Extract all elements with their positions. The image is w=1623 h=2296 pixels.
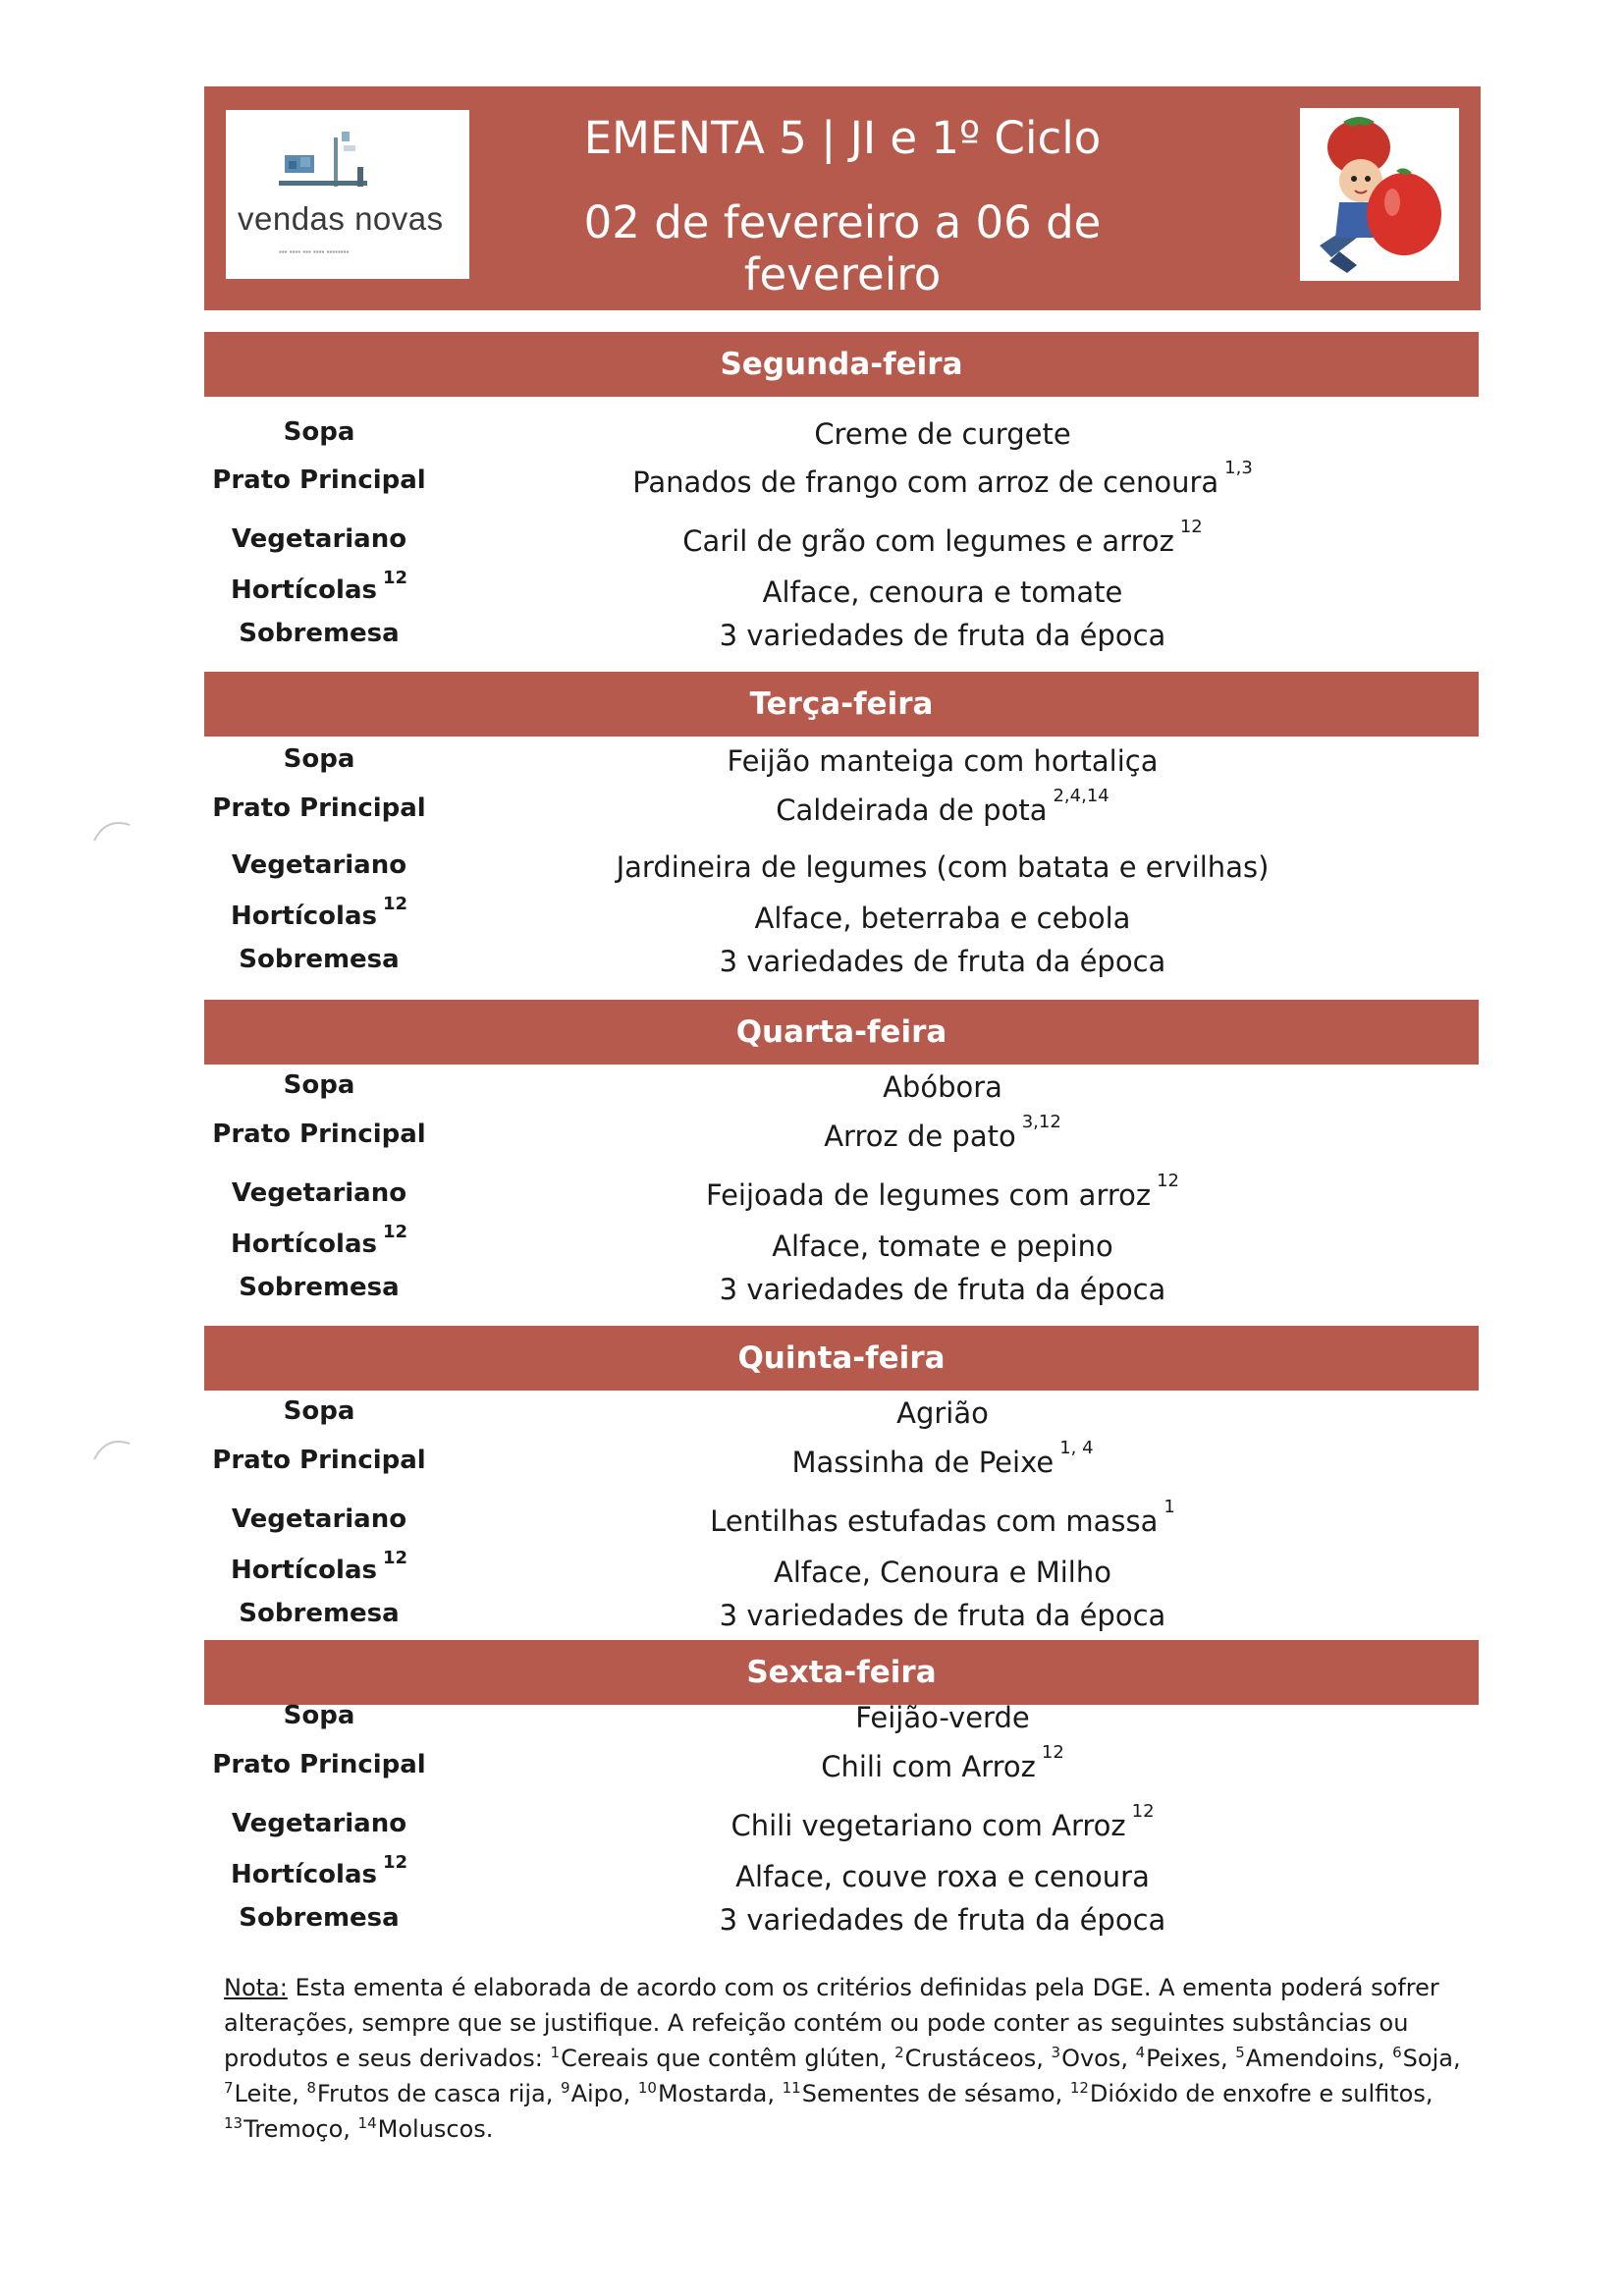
row-label: Hortícolas $^{12}$ xyxy=(230,1222,408,1259)
allergen-number: 6 xyxy=(1392,2044,1402,2061)
tomato-mascot-icon xyxy=(1300,108,1459,281)
row-label: Sobremesa xyxy=(239,1599,400,1628)
allergen-number: 5 xyxy=(1235,2044,1245,2061)
allergen-item xyxy=(358,2115,486,2143)
allergen-item xyxy=(1136,2045,1220,2072)
menu-row-vegetables xyxy=(0,894,1623,941)
menu-row-vegetarian xyxy=(0,1171,1623,1218)
allergen-superscript: 12 xyxy=(382,1852,408,1873)
menu-row-soup xyxy=(0,744,1623,784)
row-value: 3 variedades de fruta da época xyxy=(719,619,1166,652)
day-header-tuesday: Terça-feira xyxy=(204,672,1479,737)
allergen-number: 3 xyxy=(1051,2044,1061,2061)
allergen-superscript: 1, 4 xyxy=(1059,1438,1094,1458)
row-value: Lentilhas estufadas com massa $^1$ xyxy=(710,1497,1175,1538)
menu-dates: 02 de fevereiro a 06 de fevereiro xyxy=(583,196,1102,301)
note-intro: Esta ementa é elaborada de acordo com os critérios definidas pela DGE. A ementa poderá sofrer alterações, sempre que se justifique. A refeição contém ou pode conter as seguintes substâncias ou produtos e seus derivados: xyxy=(224,1974,1439,2072)
row-value: Alface, tomate e pepino xyxy=(772,1230,1113,1263)
menu-row-main xyxy=(0,1742,1623,1789)
menu-row-soup xyxy=(0,1070,1623,1110)
row-value: Jardineira de legumes (com batata e ervilhas) xyxy=(616,850,1270,884)
menu-header xyxy=(204,86,1481,310)
allergen-name: Moluscos xyxy=(377,2115,486,2143)
menu-row-soup xyxy=(0,417,1623,457)
allergen-number: 12 xyxy=(1069,2079,1089,2097)
day-header-wednesday: Quarta-feira xyxy=(204,1000,1479,1065)
allergen-superscript: 1,3 xyxy=(1224,458,1253,478)
menu-row-main xyxy=(0,1438,1623,1485)
allergen-item xyxy=(224,2115,343,2143)
note-label: Nota: xyxy=(224,1974,288,2001)
allergen-item xyxy=(561,2080,623,2107)
row-label: Sopa xyxy=(283,1701,355,1730)
allergen-item xyxy=(894,2045,1036,2072)
day-header-monday: Segunda-feira xyxy=(204,332,1479,397)
allergen-item xyxy=(1070,2080,1426,2107)
row-value: Alface, beterraba e cebola xyxy=(754,902,1131,935)
menu-row-vegetarian xyxy=(0,1497,1623,1544)
municipality-logo xyxy=(226,110,469,279)
allergen-item xyxy=(1235,2045,1378,2072)
row-label: Vegetariano xyxy=(231,524,407,554)
allergen-name: Frutos de casca rija xyxy=(316,2080,546,2107)
allergen-superscript: 12 xyxy=(1041,1742,1064,1763)
row-value: Alface, Cenoura e Milho xyxy=(774,1556,1111,1589)
allergen-item xyxy=(638,2080,768,2107)
menu-title: EMENTA 5 | JI e 1º Ciclo xyxy=(583,112,1102,164)
allergen-item xyxy=(783,2080,1055,2107)
row-label: Sopa xyxy=(283,1396,355,1426)
row-value: Feijão manteiga com hortaliça xyxy=(727,744,1159,778)
hole-punch-mark xyxy=(90,813,139,843)
menu-row-soup xyxy=(0,1396,1623,1436)
allergen-superscript: 2,4,14 xyxy=(1053,786,1109,806)
row-label: Prato Principal xyxy=(212,1446,426,1475)
allergen-item xyxy=(551,2045,880,2072)
allergen-name: Tremoço xyxy=(243,2115,344,2143)
allergen-superscript: 1 xyxy=(1163,1497,1175,1517)
menu-row-vegetables xyxy=(0,1548,1623,1595)
row-label: Prato Principal xyxy=(212,793,426,823)
row-label: Prato Principal xyxy=(212,465,426,495)
row-label: Vegetariano xyxy=(231,1809,407,1838)
logo-text: vendas novas xyxy=(238,200,444,237)
allergen-superscript: 12 xyxy=(1157,1171,1180,1191)
allergen-superscript: 12 xyxy=(382,1222,408,1242)
row-label: Prato Principal xyxy=(212,1120,426,1149)
row-value: Alface, cenoura e tomate xyxy=(762,575,1123,609)
row-label: Prato Principal xyxy=(212,1750,426,1779)
allergen-name: Ovos xyxy=(1061,2045,1121,2072)
allergen-list: $^1$Cereais que contêm glúten, $^2$Crustáceos, $^3$Ovos, $^4$Peixes, $^5$Amendoins, $^6$Soja, $^7$Leite, $^8$Frutos de casca rija, $^9$Aipo, $^{10}$Mostarda, $^{11}$Sementes de sésamo, $^{12}$Dióxido de enxofre e sulfitos, $^{13}$Tremoço, $^{14}$Moluscos. xyxy=(224,2044,1461,2143)
allergen-superscript: 12 xyxy=(382,1548,408,1568)
allergen-item xyxy=(224,2080,292,2107)
allergen-number: 1 xyxy=(550,2044,561,2061)
menu-row-main xyxy=(0,458,1623,505)
row-label: Sopa xyxy=(283,1070,355,1100)
menu-row-dessert xyxy=(0,1599,1623,1638)
menu-row-main xyxy=(0,1112,1623,1159)
row-label: Vegetariano xyxy=(231,1178,407,1208)
allergen-number: 13 xyxy=(224,2114,243,2132)
mascot-illustration xyxy=(1300,108,1459,281)
row-value: Feijão-verde xyxy=(855,1701,1030,1734)
menu-row-soup xyxy=(0,1701,1623,1740)
menu-row-vegetarian xyxy=(0,850,1623,890)
allergen-name: Peixes xyxy=(1146,2045,1220,2072)
allergen-name: Crustáceos xyxy=(904,2045,1037,2072)
row-label: Hortícolas $^{12}$ xyxy=(230,1852,408,1889)
allergen-note xyxy=(224,1970,1471,2147)
row-value: Arroz de pato $^{3,12}$ xyxy=(824,1112,1061,1153)
row-value: 3 variedades de fruta da época xyxy=(719,945,1166,978)
menu-row-dessert xyxy=(0,1903,1623,1942)
allergen-name: Cereais que contêm glúten xyxy=(561,2045,880,2072)
allergen-superscript: 12 xyxy=(382,568,408,588)
allergen-name: Sementes de sésamo xyxy=(801,2080,1055,2107)
row-value: 3 variedades de fruta da época xyxy=(719,1273,1166,1306)
allergen-number: 4 xyxy=(1135,2044,1146,2061)
allergen-number: 9 xyxy=(561,2079,570,2097)
allergen-superscript: 12 xyxy=(1179,517,1203,537)
allergen-name: Amendoins xyxy=(1245,2045,1378,2072)
menu-row-vegetables xyxy=(0,1852,1623,1899)
row-value: 3 variedades de fruta da época xyxy=(719,1599,1166,1632)
allergen-number: 8 xyxy=(306,2079,316,2097)
allergen-name: Leite xyxy=(234,2080,293,2107)
row-label: Vegetariano xyxy=(231,1504,407,1534)
row-label: Sobremesa xyxy=(239,1273,400,1302)
logo-tagline-graphic: ▪▪▪ ▪▪▪▪ ▪▪▪ ▪▪▪▪ ▪▪▪▪▪▪▪▪ xyxy=(279,247,350,256)
allergen-name: Dióxido de enxofre e sulfitos xyxy=(1089,2080,1426,2107)
day-header-thursday: Quinta-feira xyxy=(204,1326,1479,1391)
row-label: Sobremesa xyxy=(239,1903,400,1933)
allergen-item xyxy=(1052,2045,1121,2072)
row-label: Sopa xyxy=(283,417,355,447)
menu-row-vegetables xyxy=(0,568,1623,615)
allergen-superscript: 12 xyxy=(1131,1801,1155,1822)
row-label: Hortícolas $^{12}$ xyxy=(230,894,408,931)
logo-landscape-icon xyxy=(275,128,383,196)
row-value: Panados de frango com arroz de cenoura $^{1,3}$ xyxy=(632,458,1253,499)
row-value: Caldeirada de pota $^{2,4,14}$ xyxy=(776,786,1109,827)
allergen-number: 11 xyxy=(782,2079,801,2097)
row-value: Abóbora xyxy=(883,1070,1002,1104)
row-value: Creme de curgete xyxy=(814,417,1071,451)
allergen-number: 10 xyxy=(637,2079,657,2097)
allergen-item xyxy=(306,2080,545,2107)
allergen-number: 2 xyxy=(894,2044,904,2061)
allergen-item xyxy=(1392,2045,1453,2072)
row-value: Chili com Arroz $^{12}$ xyxy=(821,1742,1064,1783)
row-value: Chili vegetariano com Arroz $^{12}$ xyxy=(730,1801,1155,1842)
allergen-number: 14 xyxy=(357,2114,377,2132)
menu-row-vegetables xyxy=(0,1222,1623,1269)
allergen-superscript: 3,12 xyxy=(1021,1112,1061,1132)
row-value: Feijoada de legumes com arroz $^{12}$ xyxy=(705,1171,1180,1212)
row-value: Agrião xyxy=(896,1396,989,1430)
allergen-name: Aipo xyxy=(570,2080,623,2107)
allergen-name: Soja xyxy=(1402,2045,1453,2072)
menu-row-main xyxy=(0,786,1623,833)
row-label: Sopa xyxy=(283,744,355,774)
menu-row-vegetarian xyxy=(0,517,1623,564)
row-value: Alface, couve roxa e cenoura xyxy=(735,1860,1150,1893)
day-header-friday: Sexta-feira xyxy=(204,1640,1479,1705)
row-value: Caril de grão com legumes e arroz $^{12}$ xyxy=(682,517,1203,558)
row-label: Hortícolas $^{12}$ xyxy=(230,1548,408,1585)
allergen-name: Mostarda xyxy=(657,2080,768,2107)
row-value: 3 variedades de fruta da época xyxy=(719,1903,1166,1937)
row-label: Vegetariano xyxy=(231,850,407,880)
allergen-number: 7 xyxy=(224,2079,234,2097)
menu-row-dessert xyxy=(0,1273,1623,1312)
allergen-superscript: 12 xyxy=(382,894,408,914)
row-label: Hortícolas $^{12}$ xyxy=(230,568,408,605)
menu-row-vegetarian xyxy=(0,1801,1623,1848)
row-value: Massinha de Peixe $^{1, 4}$ xyxy=(791,1438,1094,1479)
menu-row-dessert xyxy=(0,945,1623,984)
row-label: Sobremesa xyxy=(239,945,400,974)
hole-punch-mark xyxy=(90,1432,139,1461)
row-label: Sobremesa xyxy=(239,619,400,648)
menu-row-dessert xyxy=(0,619,1623,658)
